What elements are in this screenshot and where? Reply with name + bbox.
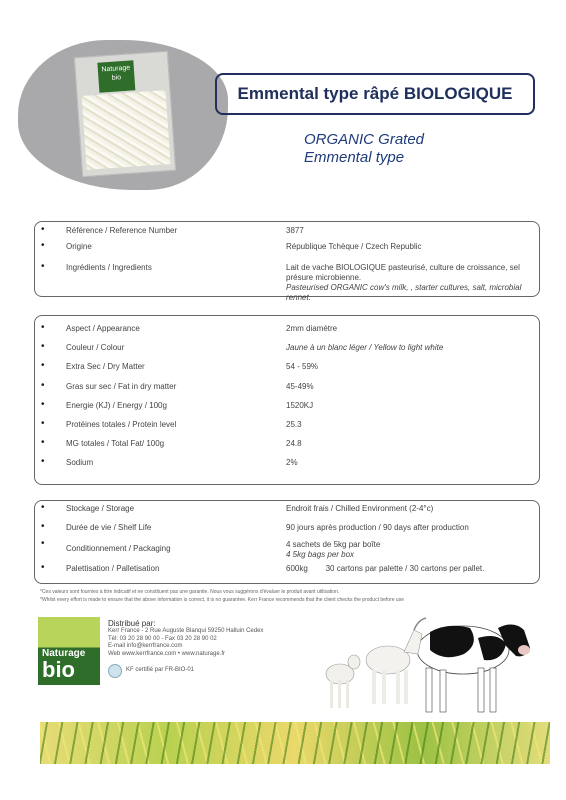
bullet-icon: • xyxy=(41,502,45,513)
packaging-fr: 4 sachets de 5kg par boîte xyxy=(286,540,381,549)
certification-icon xyxy=(108,664,122,678)
spec-label: Energie (KJ) / Energy / 100g xyxy=(66,401,167,410)
logo-top-text: Naturage xyxy=(42,648,86,659)
distributor-heading: Distribué par: xyxy=(108,619,156,628)
spec-label: Référence / Reference Number xyxy=(66,226,178,235)
spec-value: 90 jours après production / 90 days after production xyxy=(286,523,469,532)
cow-icon xyxy=(417,624,530,712)
bullet-icon: • xyxy=(41,418,45,429)
bullet-icon: • xyxy=(41,562,45,573)
spec-label: MG totales / Total Fat/ 100g xyxy=(66,439,165,448)
bullet-icon: • xyxy=(41,322,45,333)
distributor-address: Kerr France - 2 Rue Auguste Blanqui 59250 Halluin Cedex xyxy=(108,628,264,634)
bullet-icon: • xyxy=(41,240,45,251)
spec-label: Protéines totales / Protein level xyxy=(66,420,177,429)
logistics-section xyxy=(34,500,540,584)
product-subtitle xyxy=(304,131,424,167)
general-info-section xyxy=(34,221,540,302)
bullet-icon: • xyxy=(41,360,45,371)
bullet-icon: • xyxy=(41,399,45,410)
bullet-icon: • xyxy=(41,224,45,235)
distributor-phone: Tél: 03 20 28 90 00 - Fax 03 20 28 90 02 xyxy=(108,635,217,642)
goat-icon xyxy=(366,618,426,704)
grass-banner-image xyxy=(40,722,550,764)
spec-label: Palettisation / Palletisation xyxy=(66,564,160,573)
certification-text: KF certifié par FR-BIO-01 xyxy=(126,667,195,673)
spec-label: Origine xyxy=(66,242,92,251)
bullet-icon: • xyxy=(41,261,45,272)
subtitle-line-2: Emmental type xyxy=(304,149,405,166)
spec-label: Gras sur sec / Fat in dry matter xyxy=(66,382,177,391)
product-bag-image xyxy=(74,51,176,177)
spec-value xyxy=(286,263,536,303)
spec-value: 45-49% xyxy=(286,382,314,391)
grated-cheese-image xyxy=(82,90,171,170)
ingredients-fr: Lait de vache BIOLOGIQUE pasteurisé, culture de croissance, sel présure microbienne. xyxy=(286,263,520,282)
naturage-bio-logo xyxy=(38,617,100,685)
disclaimer-en: *Whilst every effort is made to ensure that the above information is correct, it is no guarantee. Kerr France recommends that the client checks the product before use xyxy=(40,597,404,603)
spec-label: Ingrédients / Ingredients xyxy=(66,263,152,272)
spec-label: Couleur / Colour xyxy=(66,343,125,352)
composition-section xyxy=(34,315,540,485)
spec-value: République Tchèque / Czech Republic xyxy=(286,242,422,251)
spec-label: Extra Sec / Dry Matter xyxy=(66,362,145,371)
spec-value xyxy=(286,540,536,560)
spec-label: Stockage / Storage xyxy=(66,504,135,513)
spec-value: 54 - 59% xyxy=(286,362,319,371)
spec-value: 3877 xyxy=(286,226,304,235)
subtitle-line-1: ORGANIC Grated xyxy=(304,131,425,148)
bullet-icon: • xyxy=(41,380,45,391)
spec-value: 25.3 xyxy=(286,420,302,429)
ingredients-en: Pasteurised ORGANIC cow's milk, , starter cultures, salt, microbial rennet. xyxy=(286,283,522,302)
distributor-web: Web www.kerrfrance.com • www.naturage.fr xyxy=(108,650,226,657)
spec-value: 24.8 xyxy=(286,439,302,448)
spec-value: 1520KJ xyxy=(286,401,314,410)
spec-label: Aspect / Appearance xyxy=(66,324,140,333)
bullet-icon: • xyxy=(41,521,45,532)
bullet-icon: • xyxy=(41,341,45,352)
spec-label: Conditionnement / Packaging xyxy=(66,544,171,553)
spec-value: 2mm diamètre xyxy=(286,324,338,333)
distributor-block xyxy=(108,619,263,658)
lamb-icon xyxy=(326,655,360,708)
spec-label: Sodium xyxy=(66,458,94,467)
spec-value: Endroit frais / Chilled Environment (2-4°c) xyxy=(286,504,434,513)
product-title: Emmental type râpé BIOLOGIQUE xyxy=(237,84,513,103)
bag-logo: Naturage bio xyxy=(97,60,135,92)
farm-animals-illustration xyxy=(318,598,534,720)
spec-value: 2% xyxy=(286,458,298,467)
spec-label: Durée de vie / Shelf Life xyxy=(66,523,152,532)
disclaimer-fr: *Ces valeurs sont fournies à titre indicatif et ne constituent pas une garantie. Nous vous suggérons d'évaluer le produit avant utilisation. xyxy=(40,589,340,595)
distributor-email: E-mail info@kerrfrance.com xyxy=(108,643,183,649)
bullet-icon: • xyxy=(41,437,45,448)
logo-bio-text: bio xyxy=(42,657,75,682)
bullet-icon: • xyxy=(41,538,45,549)
title-box xyxy=(215,73,535,115)
packaging-en: 4 5kg bags per box xyxy=(286,550,355,559)
spec-value: 600kg 30 cartons par palette / 30 cartons per pallet. xyxy=(286,564,485,573)
spec-value: Jaune à un blanc léger / Yellow to light white xyxy=(286,343,444,352)
bullet-icon: • xyxy=(41,456,45,467)
